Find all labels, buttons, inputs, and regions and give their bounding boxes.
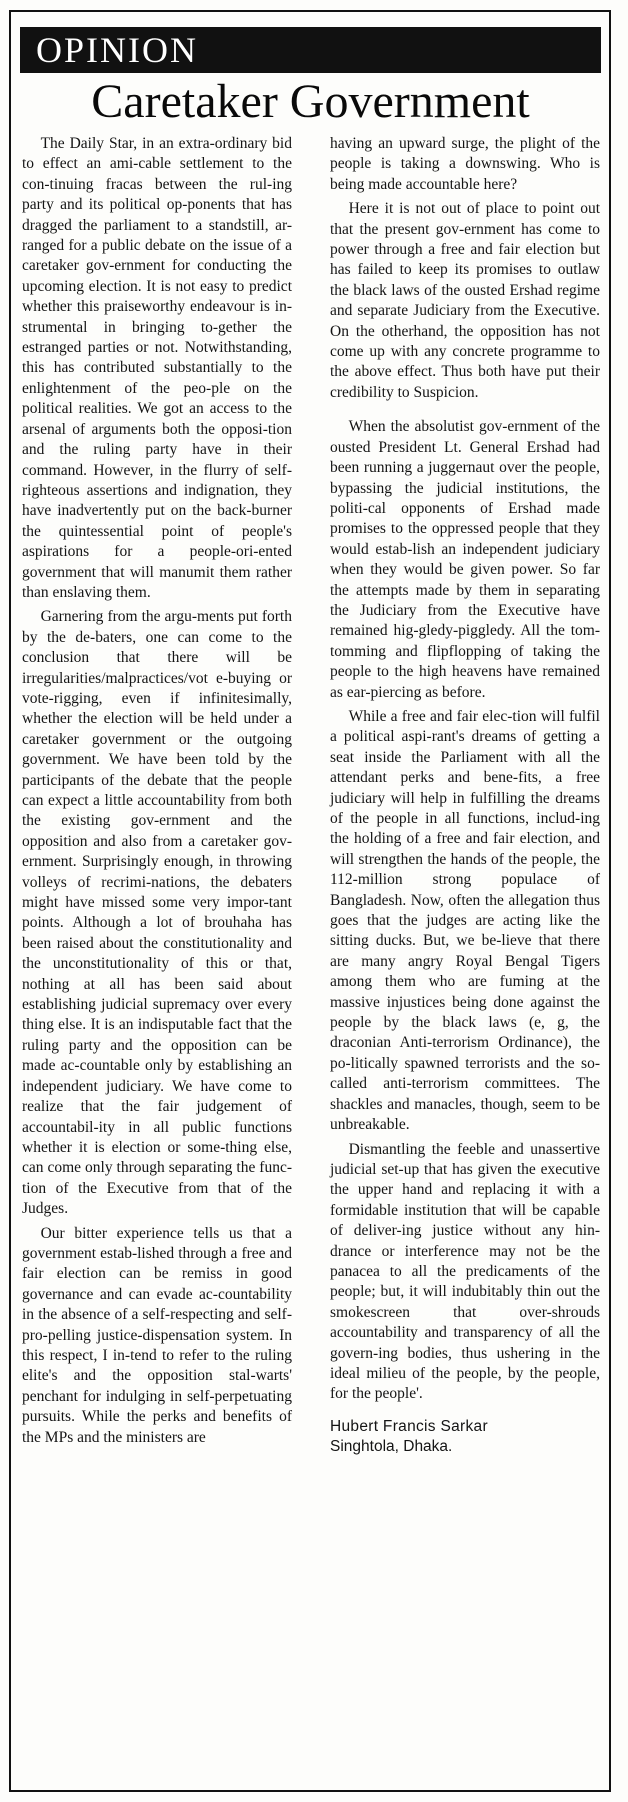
author-signature xyxy=(330,1417,600,1457)
paragraph: While a free and fair elec-tion will fulfil a political aspi-rant's dreams of getting a seat inside the Parliament with all the attendant perks and bene-fits, a free judiciary will help in fulfilling the dreams of the people in all functions, includ-ing the holding of a free and fair election, and will strengthen the hands of the people, the 112-million strong populace of Bangladesh. Now, often the allegation thus goes that the judges are acting like the sitting ducks. But, we be-lieve that there are many angry Royal Bengal Tigers among them who are fuming at the massive injustices being done against the people by the black laws (e, g, the draconian Anti-terrorism Ordinance), the po-litically spawned terrorists and the so-called anti-terrorism committees. The shackles and manacles, though, seem to be unbreakable. xyxy=(330,707,600,1134)
paragraph: having an upward surge, the plight of the people is taking a downswing. Who is being made accountable here? xyxy=(330,135,600,193)
paragraph: Our bitter experience tells us that a government estab-lished through a free and fair election can be remiss in good governance and can evade ac-countability in the absence of a self-respecting and self-pro-pelling justice-dispensation system. In this respect, I in-tend to refer to the ruling elite's and the opposition stal-warts' penchant for indulging in self-perpetuating pursuits. While the perks and benefits of the MPs and the ministers are xyxy=(22,1224,292,1446)
author-location: Singhtola, Dhaka. xyxy=(330,1437,453,1455)
section-header xyxy=(20,27,601,73)
article-column-right xyxy=(330,134,600,1457)
paragraph: Dismantling the feeble and unassertive judicial set-up that has given the executive the upper hand and replacing it with a formidable institution that will be capable of deliver-ing justice without any hin-drance or interference may not be the panacea to all the predicaments of the people; but, it will indubitably thin out the smokescreen that over-shrouds accountability and transparency of all the govern-ing bodies, thus ushering in the ideal milieu of the people, by the people, for the people'. xyxy=(330,1140,600,1403)
article-column-left xyxy=(22,134,292,1448)
author-name: Hubert Francis Sarkar xyxy=(330,1417,488,1435)
paragraph: Garnering from the argu-ments put forth by the de-baters, one can come to the conclusion that there will be irregularities/malpractices/vot e-buying or vote-rigging, even if infinitesimally, whether the election will be held under a caretaker government or the outgoing government. We have been told by the participants of the debate that the people can expect a little accountability from both the existing gov-ernment and the opposition and also from a caretaker gov-ernment. Surprisingly enough, in throwing volleys of recrimi-nations, the debaters might have missed some very impor-tant points. Although a lot of brouhaha has been raised about the constitutionality and the unconstitutionality of this or that, nothing at all has been said about establishing judicial supremacy over every thing else. It is an indisputable fact that the ruling party and the opposition can be made ac-countable only by establishing an independent judiciary. We have come to realize that the fair judgement of accountabil-ity in all public functions whether it is election or some-thing else, can come only through separating the func-tion of the Executive from that of the Judges. xyxy=(22,608,292,1218)
section-label: OPINION xyxy=(36,30,198,70)
paragraph: When the absolutist gov-ernment of the ousted President Lt. General Ershad had been running a juggernaut over the people, bypassing the judicial institutions, the politi-cal opponents of Ershad made promises to the oppressed people that they would estab-lish an independent judiciary when they would be given power. So far the attempts made by them in separating the Judiciary from the Executive have remained hig-gledy-piggledy. All the tom-tomming and flipflopping of taking the people to the high heavens have remained as ear-piercing as before. xyxy=(330,418,600,701)
article-headline: Caretaker Government xyxy=(91,75,530,128)
paragraph: The Daily Star, in an extra-ordinary bid to effect an ami-cable settlement to the con-tinuing fracas between the rul-ing party and its political op-ponents that has dragged the parliament to a standstill, ar-ranged for a public debate on the issue of a caretaker gov-ernment for conducting the upcoming election. It is not easy to predict whether this praiseworthy endeavour is in-strumental in bringing to-gether the estranged parties or not. Notwithstanding, this has contributed substantially to the enlightenment of the peo-ple on the political realities. We got an access to the arsenal of arguments both the opposi-tion and the ruling party have in their command. However, in the flurry of self-righteous assertions and indignation, they have inadvertently put on the back-burner the quintessential point of people's aspirations for a people-ori-ented government that will manumit them rather than enslaving them. xyxy=(22,135,292,601)
paragraph: Here it is not out of place to point out that the present gov-ernment has come to power through a free and fair election but has failed to keep its promises to outlaw the black laws of the ousted Ershad regime and separate Judiciary from the Executive. On the otherhand, the opposition has not come up with any concrete programme to the above effect. Thus both have put their credibility to Suspicion. xyxy=(330,200,600,401)
